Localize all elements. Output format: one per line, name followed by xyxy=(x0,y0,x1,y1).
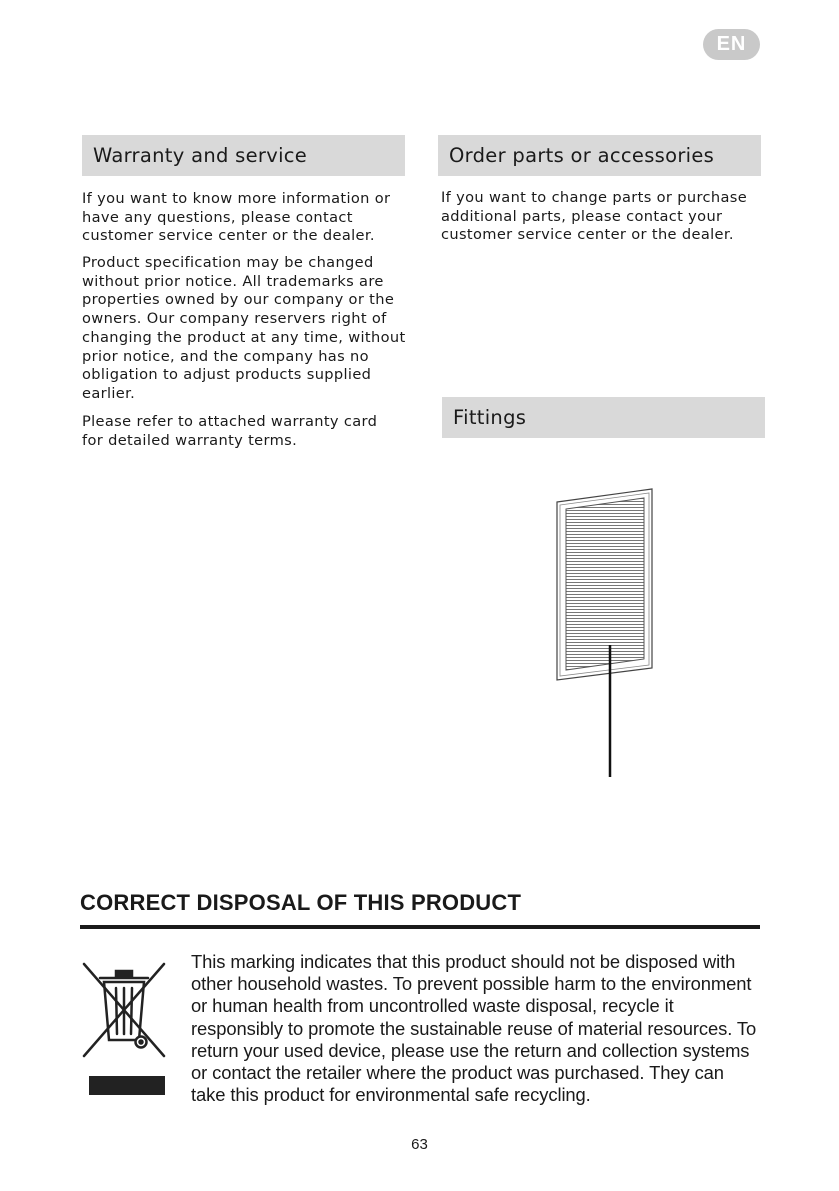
crossed-out-bin-icon xyxy=(78,960,170,1100)
section-divider xyxy=(80,925,760,929)
language-badge: EN xyxy=(703,29,760,60)
disposal-heading: CORRECT DISPOSAL OF THIS PRODUCT xyxy=(80,890,522,915)
warranty-paragraph-card: Please refer to attached warranty card for detailed warranty terms. xyxy=(82,413,378,449)
warranty-paragraph-specification: Product specification may be changed without prior notice. All trademarks are properties owned by our company or the owners. Our company reservers right of changing the product at any time, without prior notice, and the company has no obligation to adjust products supplied earlier. xyxy=(82,254,406,402)
warranty-heading: Warranty and service xyxy=(82,135,405,176)
fittings-heading: Fittings xyxy=(442,397,765,438)
filter-illustration-icon xyxy=(550,485,670,785)
order-parts-paragraph: If you want to change parts or purchase additional parts, please contact your customer service center or the dealer. xyxy=(441,189,748,244)
page-number: 63 xyxy=(411,1136,428,1153)
order-parts-heading: Order parts or accessories xyxy=(438,135,761,176)
disposal-paragraph: This marking indicates that this product should not be disposed with other household wastes. To prevent possible harm to the environment or human health from uncontrolled waste disposal, recycle it responsibly to promote the sustainable reuse of material resources. To return your used device, please use the return and collection systems or contact the retailer where the product was purchased. They can take this product for environmental safe recycling. xyxy=(191,951,757,1106)
warranty-paragraph-contact: If you want to know more information or have any questions, please contact customer service center or the dealer. xyxy=(82,190,391,245)
